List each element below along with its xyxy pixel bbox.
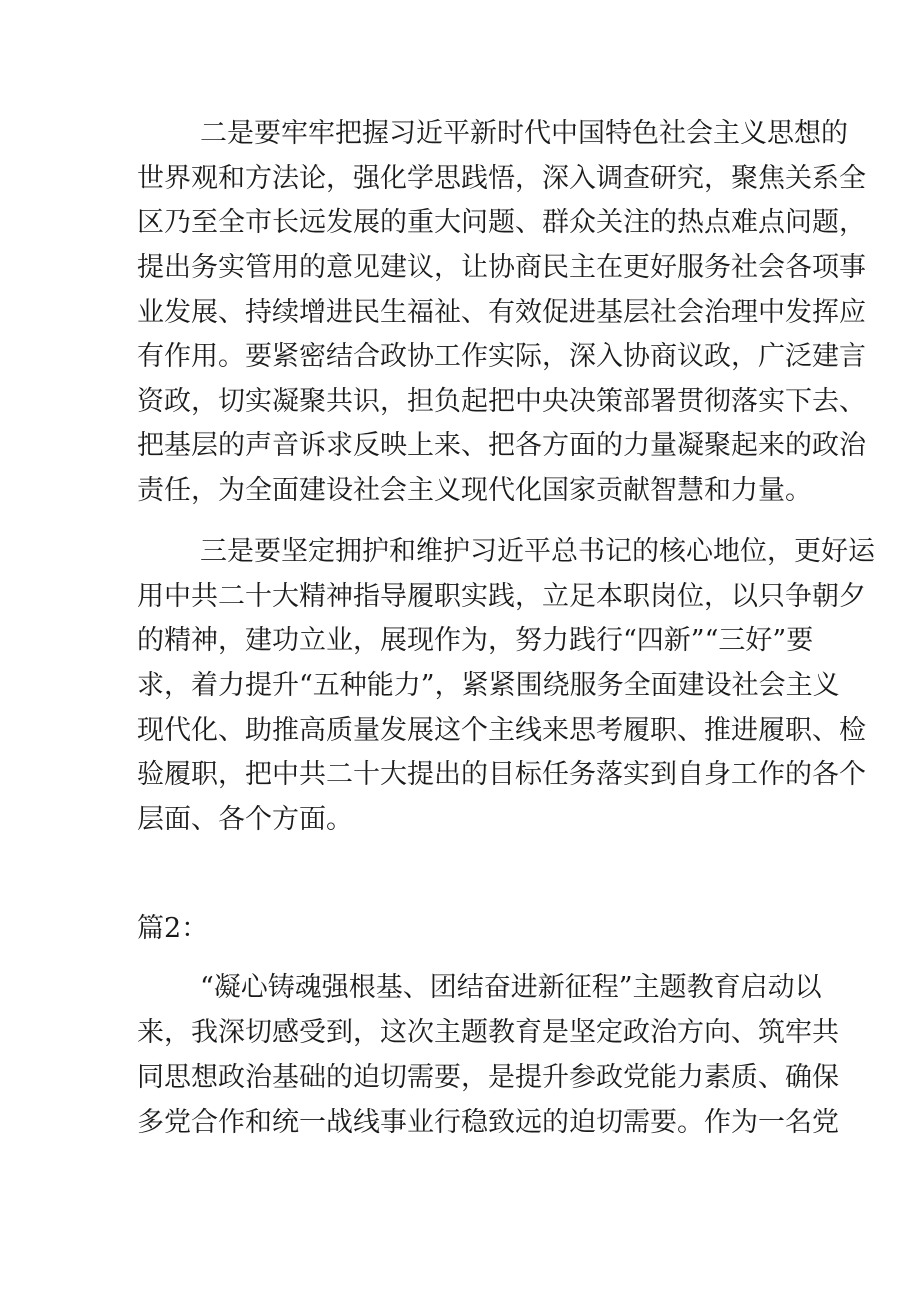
text-line: 把基层的声音诉求反映上来、把各方面的力量凝聚起来的政治: [137, 430, 866, 461]
text-line: 求，着力提升“五种能力”，紧紧围绕服务全面建设社会主义: [137, 670, 840, 701]
text-line: 责任，为全面建设社会主义现代化国家贡献智慧和力量。: [137, 475, 812, 506]
text-line: 资政，切实凝聚共识，担负起把中央决策部署贯彻落实下去、: [137, 386, 866, 417]
text-line: “凝心铸魂强根基、团结奋进新征程”主题教育启动以: [200, 972, 822, 1003]
text-line: 同思想政治基础的迫切需要，是提升参政党能力素质、确保: [137, 1062, 839, 1093]
text-line: 提出务实管用的意见建议，让协商民主在更好服务社会各项事: [137, 252, 866, 283]
text-line: 用中共二十大精神指导履职实践，立足本职岗位，以只争朝夕: [137, 581, 866, 612]
text-line: 业发展、持续增进民生福祉、有效促进基层社会治理中发挥应: [137, 297, 866, 328]
text-line: 验履职，把中共二十大提出的目标任务落实到自身工作的各个: [137, 759, 866, 790]
text-line: 有作用。要紧密结合政协工作实际，深入协商议政，广泛建言: [137, 341, 866, 372]
text-line: 世界观和方法论，强化学思践悟，深入调查研究，聚焦关系全: [137, 163, 866, 194]
text-line: 的精神，建功立业，展现作为，努力践行“四新”“三好”要: [137, 625, 814, 656]
text-line: 区乃至全市长远发展的重大问题、群众关注的热点难点问题，: [137, 207, 866, 238]
text-line: 层面、各个方面。: [137, 804, 353, 835]
text-line: 三是要坚定拥护和维护习近平总书记的核心地位，更好运: [200, 536, 875, 567]
text-line: 来，我深切感受到，这次主题教育是坚定政治方向、筑牢共: [137, 1017, 839, 1048]
text-line: 现代化、助推高质量发展这个主线来思考履职、推进履职、检: [137, 715, 866, 746]
text-line: 多党合作和统一战线事业行稳致远的迫切需要。作为一名党: [137, 1107, 839, 1138]
section-heading: 篇2：: [137, 913, 209, 944]
text-line: 二是要牢牢把握习近平新时代中国特色社会主义思想的: [200, 118, 848, 149]
